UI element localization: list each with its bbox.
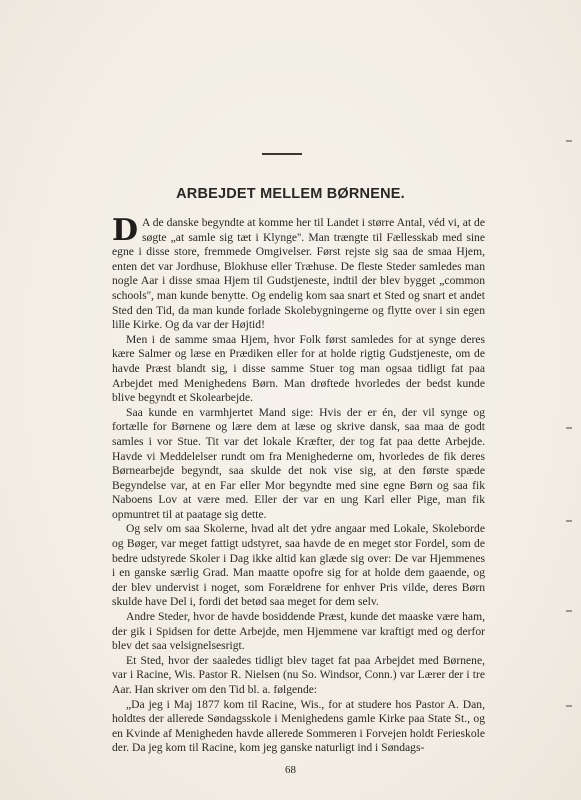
page-number: 68 [285,764,296,776]
header-rule [262,153,302,155]
body-text [112,213,485,756]
chapter-title: ARBEJDET MELLEM BØRNENE. [176,186,405,202]
edge-mark [566,140,572,142]
paragraph-1-text: A de danske begyndte at komme her til Landet i større Antal, véd vi, at de søgte „at samle sig tæt i Klynge''. Man trængte til Fællesskab med sine egne i disse store, fremmede Omgivelser. Først rejste sig saa de smaa Hjem, enten det var Jordhuse, Blokhuse eller Træhuse. De fleste Steder samledes man nogle Aar i disse smaa Hjem til Gudstjeneste, indtil der blev bygget „common schools'', man kunde benytte. Og endelig kom saa snart et Sted og snart et andet Sted den Tid, da man kunde forlade Skolebygningerne og flytte over i sin egen lille Kirke. Og da var der Højtid! [112,216,485,332]
edge-mark [566,610,572,612]
drop-cap: D [112,213,139,248]
paragraph-3: Saa kunde en varmhjertet Mand sige: Hvis der er én, der vil synge og fortælle for Børnene og lære dem at læse og skrive dansk, saa maa de godt samles i vor Stue. Tit var det lokale Kræfter, der tog fat paa dette Arbejde. Havde vi Meddelelser rundt om fra Menighederne om, hvorledes de fik deres Børnearbejde begyndt, saa skulde det nok vise sig, at den første spæde Begyndelse var, at en Far eller Mor begyndte med sine egne Børn og saa fik Naboens Lov at være med. Eller der var en ung Karl eller Pige, man fik opmuntret til at paatage sig dette. [112,405,485,521]
paragraph-7: „Da jeg i Maj 1877 kom til Racine, Wis., for at studere hos Pastor A. Dan, holdtes der allerede Søndagsskole i Menighedens gamle Kirke paa State St., og en Kvinde af Menigheden havde allerede Sommeren i Forvejen holdt Ferieskole der. Da jeg kom til Racine, kom jeg ganske naturligt ind i Søndags- [112,697,485,755]
edge-mark [566,705,572,707]
paragraph-1 [112,213,485,333]
paragraph-2: Men i de samme smaa Hjem, hvor Folk først samledes for at synge deres kære Salmer og læse en Prædiken eller for at holde rigtig Gudstjeneste, om de havde Præst blandt sig, i disse samme Stuer tog man ogsaa tidligt fat paa Arbejdet med Menighedens Børn. Man drøftede hvorledes der bedst kunde blive begyndt et Skolearbejde. [112,332,485,405]
edge-mark [566,520,572,522]
paragraph-6: Et Sted, hvor der saaledes tidligt blev taget fat paa Arbejdet med Børnene, var i Racine, Wis. Pastor R. Nielsen (nu So. Windsor, Conn.) var Lærer der i tre Aar. Han skriver om den Tid bl. a. følgende: [112,653,485,696]
paragraph-5: Andre Steder, hvor de havde bosiddende Præst, kunde det maaske være ham, der gik i Spidsen for dette Arbejde, men Hjemmene var kraftigt med og derfor blev det saa velsignelsesrigt. [112,610,485,653]
paragraph-4: Og selv om saa Skolerne, hvad alt det ydre angaar med Lokale, Skoleborde og Bøger, var meget fattigt udstyret, saa havde de en meget stor Fordel, som de bedre udstyrede Skoler i Dag ikke altid kan glæde sig over: De var Hjemmenes i en ganske særlig Grad. Man maatte opofre sig for at holde dem gaaende, og der blev undervist i noget, som Forældrene for enhver Pris vilde, deres Børn skulde have Del i, fordi det betød saa meget for dem selv. [112,522,485,609]
edge-mark [566,427,572,429]
